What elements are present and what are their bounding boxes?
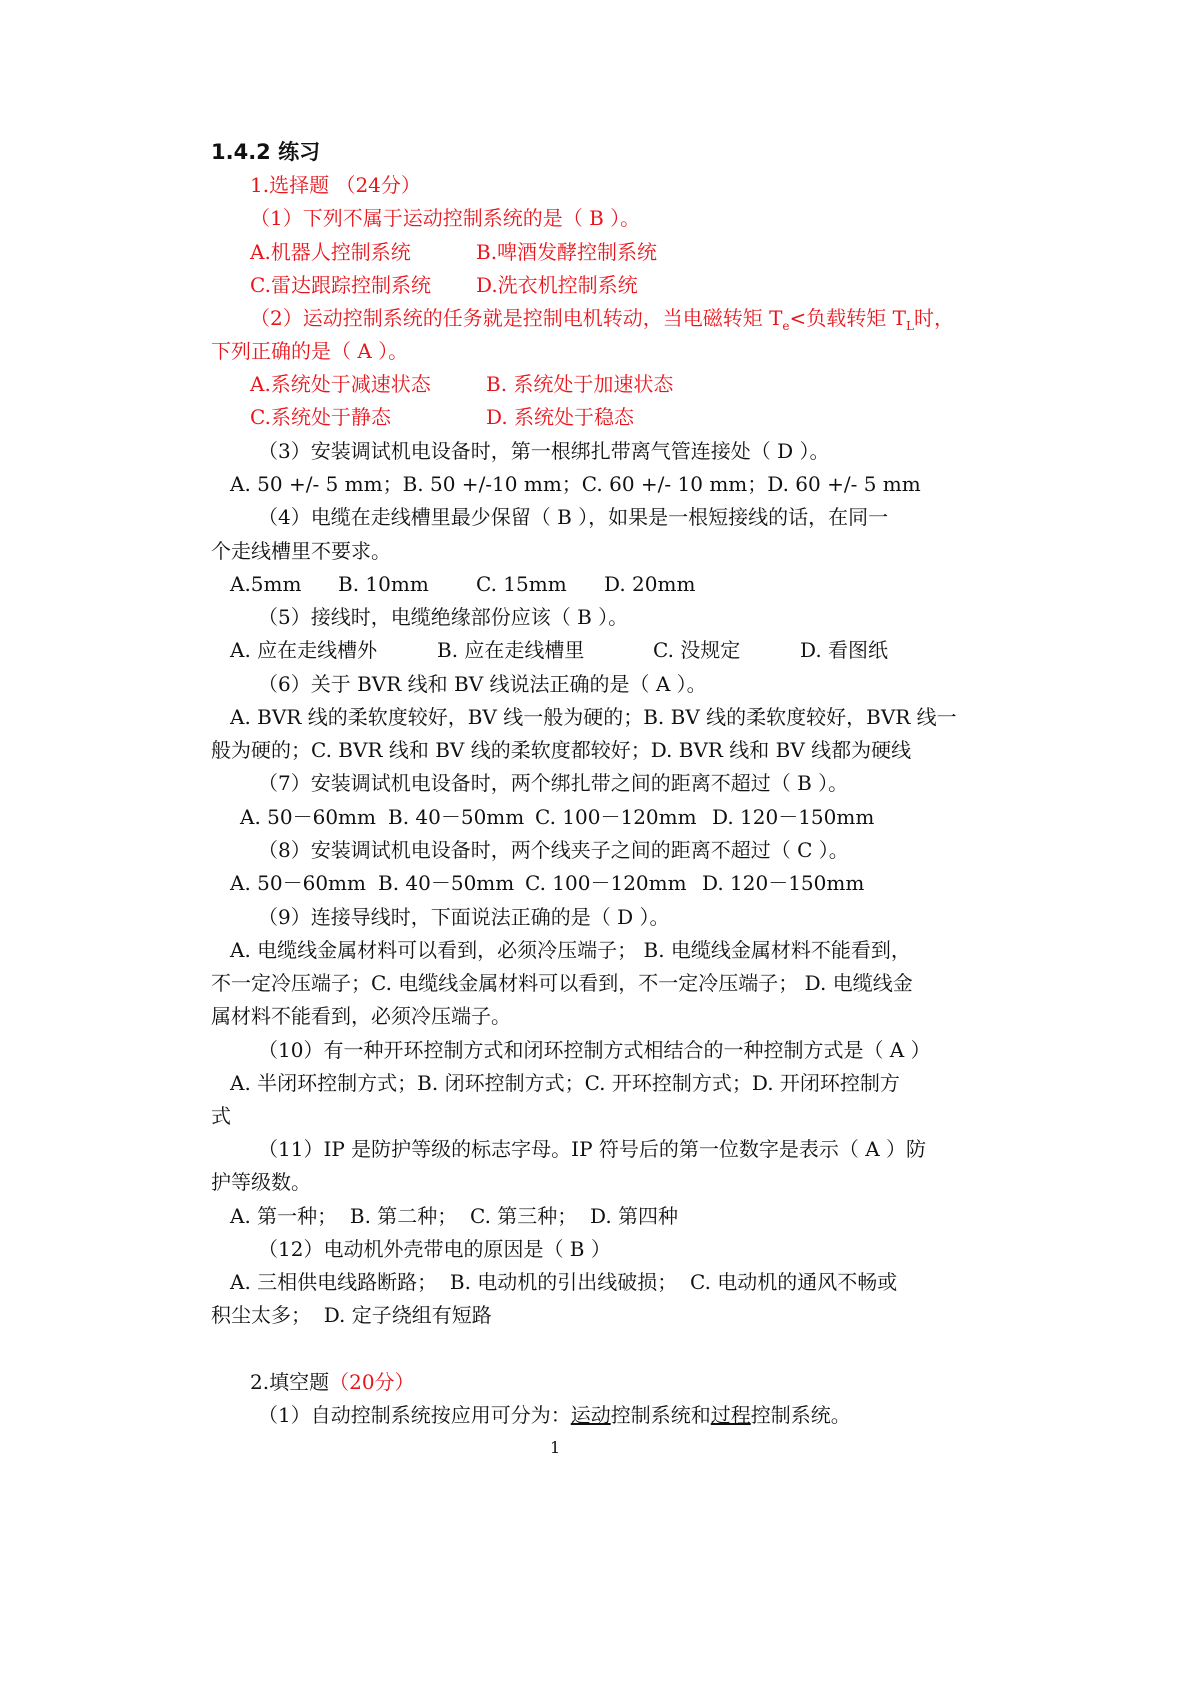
q1-5-option-b: B. 应在走线槽里 — [437, 638, 585, 662]
q1-5-option-c: C. 没规定 — [653, 638, 741, 662]
q1-12-options-line2: 积尘太多； D. 定子绕组有短路 — [211, 1303, 492, 1327]
q1-8-option-b: B. 40－50mm — [378, 871, 515, 895]
q1-4-option-d: D. 20mm — [604, 572, 696, 596]
q1-1-option-b: B.啤酒发酵控制系统 — [476, 240, 658, 264]
q1-7-option-a: A. 50－60mm — [240, 805, 376, 829]
q1-7-option-c: C. 100－120mm — [535, 805, 697, 829]
q1-3-stem: （3）安装调试机电设备时，第一根绑扎带离气管连接处（ D ）。 — [258, 439, 830, 463]
q1-12-options: A. 三相供电线路断路； B. 电动机的引出线破损； C. 电动机的通风不畅或 — [230, 1270, 898, 1294]
q1-1-stem: （1）下列不属于运动控制系统的是（ B ）。 — [250, 206, 641, 230]
q1-9-options: A. 电缆线金属材料可以看到，必须冷压端子； B. 电缆线金属材料不能看到， — [230, 938, 911, 962]
q1-3-options: A. 50 +/- 5 mm；B. 50 +/-10 mm；C. 60 +/- 10 mm；D. 60 +/- 5 mm — [230, 472, 921, 496]
q1-4-option-a: A.5mm — [230, 572, 302, 596]
q1-4-option-c: C. 15mm — [476, 572, 567, 596]
q1-8-option-d: D. 120－150mm — [702, 871, 865, 895]
q2-title: 2.填空题（20分） — [250, 1370, 415, 1394]
q1-2-option-d: D. 系统处于稳态 — [486, 405, 635, 429]
q1-8-option-c: C. 100－120mm — [525, 871, 687, 895]
q1-1-option-a: A.机器人控制系统 — [250, 240, 411, 264]
q1-11-stem-line2: 护等级数。 — [211, 1170, 311, 1194]
q1-8-stem: （8）安装调试机电设备时，两个线夹子之间的距离不超过（ C ）。 — [258, 838, 849, 862]
q1-2-option-a: A.系统处于减速状态 — [250, 372, 431, 396]
fill-blank-1: 运动 — [570, 1403, 611, 1427]
q1-2-option-c: C.系统处于静态 — [250, 405, 391, 429]
q1-8-option-a: A. 50－60mm — [230, 871, 366, 895]
q1-1-option-c: C.雷达跟踪控制系统 — [250, 273, 431, 297]
q2-1-stem: （1）自动控制系统按应用可分为：运动控制系统和过程控制系统。 — [258, 1403, 851, 1427]
q1-5-option-d: D. 看图纸 — [800, 638, 889, 662]
q1-6-options: A. BVR 线的柔软度较好，BV 线一般为硬的；B. BV 线的柔软度较好，BVR 线一 — [230, 705, 957, 729]
page-number: 1 — [550, 1438, 561, 1457]
q1-5-stem: （5）接线时，电缆绝缘部份应该（ B ）。 — [258, 605, 629, 629]
q1-11-stem: （11）IP 是防护等级的标志字母。IP 符号后的第一位数字是表示（ A ）防 — [258, 1137, 927, 1161]
q1-10-options-line2: 式 — [211, 1104, 231, 1128]
q1-2-stem: （2）运动控制系统的任务就是控制电机转动，当电磁转矩 $T_e<$负载转矩 $T_L$时， — [250, 306, 954, 333]
q1-7-option-b: B. 40－50mm — [388, 805, 525, 829]
q1-10-options: A. 半闭环控制方式；B. 闭环控制方式；C. 开环控制方式；D. 开闭环控制方 — [230, 1071, 900, 1095]
q1-4-stem-line2: 个走线槽里不要求。 — [211, 539, 391, 563]
q1-4-stem: （4）电缆在走线槽里最少保留（ B ），如果是一根短接线的话，在同一 — [258, 505, 889, 529]
q1-9-options-line2: 不一定冷压端子；C. 电缆线金属材料可以看到，不一定冷压端子； D. 电缆线金 — [211, 971, 913, 995]
section-heading: 1.4.2 练习 — [211, 140, 321, 164]
q1-11-options: A. 第一种； B. 第二种； C. 第三种； D. 第四种 — [230, 1204, 679, 1228]
q1-1-option-d: D.洗衣机控制系统 — [476, 273, 638, 297]
q1-2-stem-line2: 下列正确的是（ A ）。 — [211, 339, 409, 363]
q1-9-options-line3: 属材料不能看到，必须冷压端子。 — [211, 1004, 511, 1028]
q1-5-option-a: A. 应在走线槽外 — [230, 638, 378, 662]
q1-6-stem: （6）关于 BVR 线和 BV 线说法正确的是（ A ）。 — [258, 672, 707, 696]
q1-12-stem: （12）电动机外壳带电的原因是（ B ） — [258, 1237, 611, 1261]
q1-6-options-line2: 般为硬的；C. BVR 线和 BV 线的柔软度都较好；D. BVR 线和 BV 线都为硬线 — [211, 738, 912, 762]
q1-10-stem: （10）有一种开环控制方式和闭环控制方式相结合的一种控制方式是（ A ） — [258, 1038, 931, 1062]
q1-7-stem: （7）安装调试机电设备时，两个绑扎带之间的距离不超过（ B ）。 — [258, 771, 849, 795]
q1-4-option-b: B. 10mm — [338, 572, 429, 596]
fill-blank-2: 过程 — [710, 1403, 751, 1427]
q1-title: 1.选择题 （24分） — [250, 173, 421, 197]
q1-9-stem: （9）连接导线时，下面说法正确的是（ D ）。 — [258, 905, 670, 929]
q1-7-option-d: D. 120－150mm — [712, 805, 875, 829]
q1-2-option-b: B. 系统处于加速状态 — [486, 372, 674, 396]
